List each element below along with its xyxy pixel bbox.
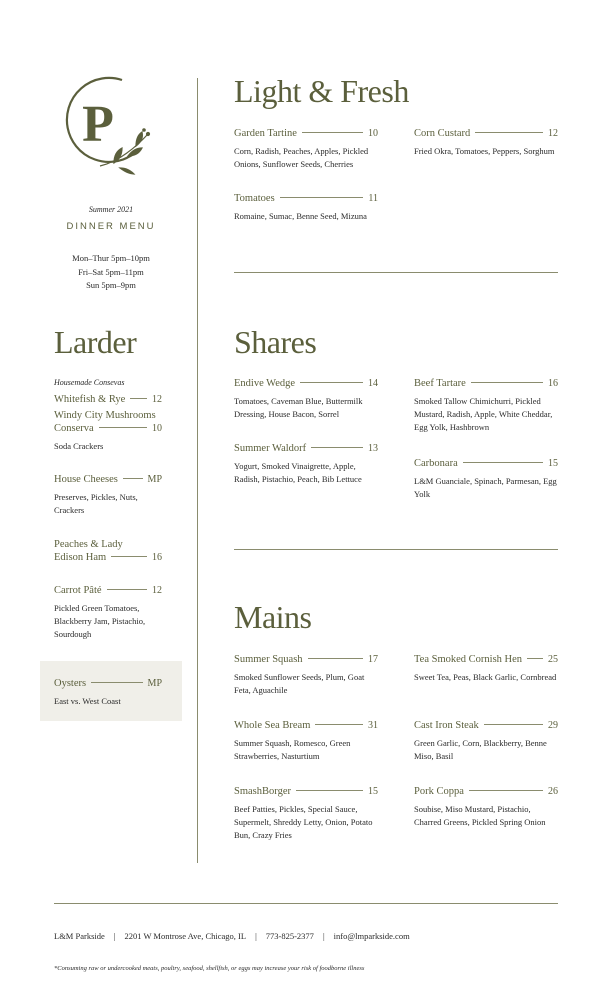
menu-item <box>414 719 558 763</box>
footer-separator: | <box>255 931 257 941</box>
item-price: 31 <box>368 720 378 731</box>
menu-item <box>234 442 378 486</box>
item-name: Oysters <box>54 678 87 689</box>
menu-item <box>234 653 378 697</box>
footer-email: info@lmparkside.com <box>333 931 410 941</box>
item-name: Whitefish & Rye <box>54 394 126 405</box>
item-name-line1: Windy City Mushrooms <box>54 410 156 421</box>
item-name-line2: Conserva <box>54 423 94 434</box>
item-price: 12 <box>152 394 162 405</box>
item-price: MP <box>147 474 162 485</box>
item-desc: Fried Okra, Tomatoes, Peppers, Sorghum <box>414 146 555 156</box>
item-desc: Yogurt, Smoked Vinaigrette, Apple, Radish, Pistachio, Peach, Bib Lettuce <box>234 461 362 484</box>
item-name: Garden Tartine <box>234 128 297 139</box>
item-name: Carbonara <box>414 458 458 469</box>
item-desc: Preserves, Pickles, Nuts, Crackers <box>54 492 138 515</box>
item-desc: Smoked Tallow Chimichurri, Pickled Mustard, Radish, Apple, White Cheddar, Egg Yolk, Hashbrown <box>414 396 553 432</box>
item-price: 10 <box>368 128 378 139</box>
item-name: Tomatoes <box>234 193 275 204</box>
hours-sunday: Sun 5pm–9pm <box>86 280 136 290</box>
footer-divider <box>54 903 558 904</box>
menu-item <box>54 473 162 517</box>
item-name: House Cheeses <box>54 474 118 485</box>
item-price: 13 <box>368 443 378 454</box>
menu-item <box>414 457 558 501</box>
mains-title: Mains <box>234 599 312 635</box>
item-name: Tea Smoked Cornish Hen <box>414 654 523 665</box>
item-desc: Romaine, Sumac, Benne Seed, Mizuna <box>234 211 367 221</box>
item-desc: Sweet Tea, Peas, Black Garlic, Cornbread <box>414 672 557 682</box>
item-price: 16 <box>548 378 558 389</box>
item-desc: Beef Patties, Pickles, Special Sauce, Supermelt, Shreddy Letty, Onion, Potato Bun, Crazy Fries <box>234 804 373 840</box>
item-price: 12 <box>548 128 558 139</box>
item-desc: Smoked Sunflower Seeds, Plum, Goat Feta, Aguachile <box>234 672 365 695</box>
section-divider <box>234 272 558 273</box>
item-price: 10 <box>152 423 162 434</box>
menu-item <box>414 377 558 434</box>
logo-emblem <box>52 74 156 184</box>
menu-item <box>54 584 162 641</box>
item-price: 15 <box>368 786 378 797</box>
item-price: 25 <box>548 654 558 665</box>
menu-item <box>54 538 162 564</box>
item-name: Summer Waldorf <box>234 443 307 454</box>
hours-weekday: Mon–Thur 5pm–10pm <box>72 253 150 263</box>
footer-contact <box>54 931 410 941</box>
footer-phone: 773-825-2377 <box>265 931 314 941</box>
footer-separator: | <box>113 931 116 941</box>
item-name: Summer Squash <box>234 654 303 665</box>
item-price: 15 <box>548 458 558 469</box>
item-price: 11 <box>368 193 378 204</box>
item-price: MP <box>147 678 162 689</box>
section-divider <box>234 549 558 550</box>
menu-item <box>234 719 378 763</box>
footer-separator: | <box>322 931 325 941</box>
larder-title: Larder <box>54 324 137 360</box>
light-fresh-title: Light & Fresh <box>234 73 409 109</box>
larder-subhead: Housemade Consevas <box>54 378 125 387</box>
item-desc: Tomatoes, Caveman Blue, Buttermilk Dressing, House Bacon, Sorrel <box>234 396 363 419</box>
footer-name: L&M Parkside <box>54 931 105 941</box>
item-price: 16 <box>152 552 162 563</box>
item-price: 14 <box>368 378 378 389</box>
column-divider <box>197 78 198 863</box>
item-name: Endive Wedge <box>234 378 296 389</box>
logo-letter: P <box>82 96 114 153</box>
item-name: Corn Custard <box>414 128 471 139</box>
item-name-line2: Edison Ham <box>54 552 107 563</box>
item-price: 26 <box>548 786 558 797</box>
menu-item-featured <box>54 677 162 708</box>
menu-item <box>54 409 162 453</box>
menu-item <box>54 393 162 406</box>
footer-disclaimer: *Consuming raw or undercooked meats, poultry, seafood, shellfish, or eggs may increase your risk of foodborne illness <box>54 965 365 972</box>
item-name: Pork Coppa <box>414 786 464 797</box>
item-name: SmashBorger <box>234 786 291 797</box>
footer-address: 2201 W Montrose Ave, Chicago, IL <box>124 931 247 941</box>
season-label: Summer 2021 <box>88 205 134 214</box>
hours-block <box>40 252 182 293</box>
item-desc: Soda Crackers <box>54 441 104 451</box>
menu-item <box>234 377 378 421</box>
item-name: Whole Sea Bream <box>234 720 311 731</box>
item-name: Beef Tartare <box>414 378 466 389</box>
item-desc: Soubise, Miso Mustard, Pistachio, Charred Greens, Pickled Spring Onion <box>414 804 546 827</box>
item-desc: Green Garlic, Corn, Blackberry, Benne Miso, Basil <box>414 738 547 761</box>
menu-item <box>414 653 558 684</box>
item-price: 12 <box>152 585 162 596</box>
item-desc: Summer Squash, Romesco, Green Strawberries, Nasturtium <box>234 738 351 761</box>
item-desc: Corn, Radish, Peaches, Apples, Pickled Onions, Sunflower Seeds, Cherries <box>234 146 369 169</box>
item-desc: Pickled Green Tomatoes, Blackberry Jam, Pistachio, Sourdough <box>54 603 146 639</box>
item-price: 29 <box>548 720 558 731</box>
hours-weekend: Fri–Sat 5pm–11pm <box>78 266 144 277</box>
item-desc: L&M Guanciale, Spinach, Parmesan, Egg Yolk <box>414 476 557 499</box>
menu-item <box>414 127 558 158</box>
menu-item <box>234 127 378 171</box>
item-name: Cast Iron Steak <box>414 720 479 731</box>
item-name-line1: Peaches & Lady <box>54 539 123 550</box>
item-price: 17 <box>368 654 378 665</box>
item-name: Carrot Pâté <box>54 585 102 596</box>
menu-item <box>234 785 378 842</box>
item-desc: East vs. West Coast <box>54 696 121 706</box>
menu-title: DINNER MENU <box>66 221 156 232</box>
menu-item <box>234 192 378 223</box>
menu-item <box>414 785 558 829</box>
shares-title: Shares <box>234 324 317 360</box>
